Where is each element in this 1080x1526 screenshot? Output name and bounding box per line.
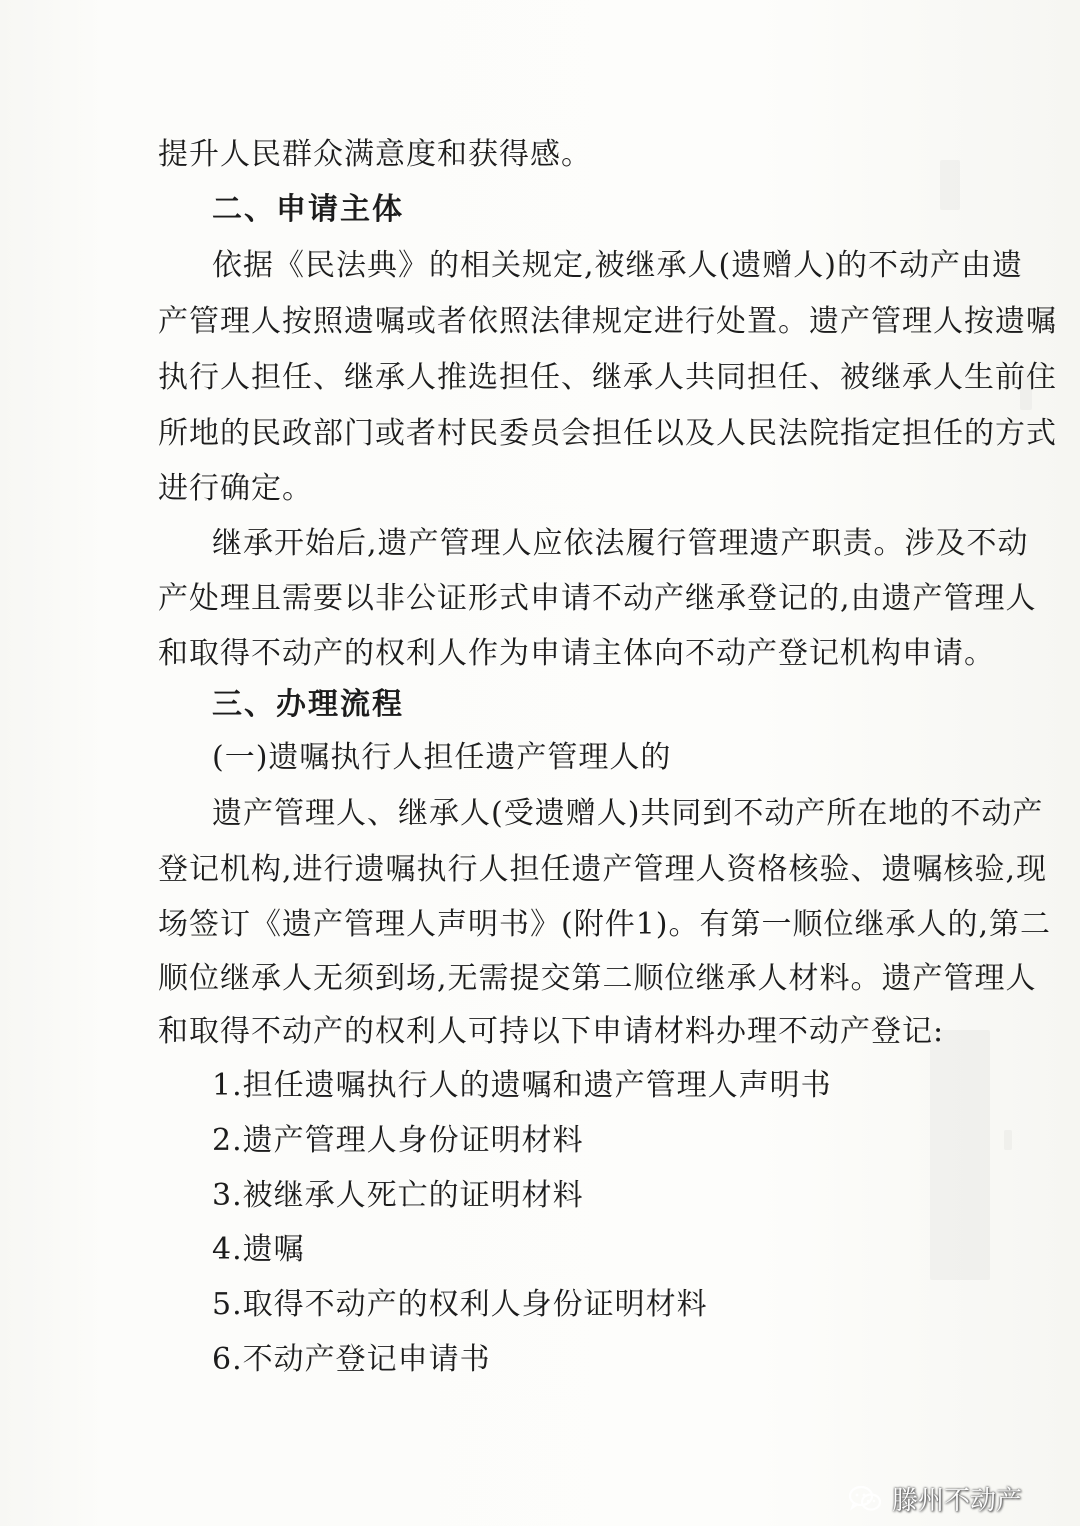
body-text-line: 所地的民政部门或者村民委员会担任以及人民法院指定担任的方式 [158,416,1057,451]
list-item: 2.遗产管理人身份证明材料 [212,1123,584,1158]
body-text-line: 产管理人按照遗嘱或者依照法律规定进行处置。遗产管理人按遗嘱 [158,304,1057,339]
list-item: 4.遗嘱 [212,1232,305,1267]
body-text-line: 顺位继承人无须到场,无需提交第二顺位继承人材料。遗产管理人 [158,961,1037,996]
body-text-line: 执行人担任、继承人推选担任、继承人共同担任、被继承人生前住 [158,360,1057,395]
list-item: 6.不动产登记申请书 [212,1342,491,1377]
body-text-line: 和取得不动产的权利人作为申请主体向不动产登记机构申请。 [158,636,995,671]
body-text-line: 依据《民法典》的相关规定,被继承人(遗赠人)的不动产由遗 [212,248,1023,283]
wechat-icon [848,1485,882,1513]
body-text-line: 和取得不动产的权利人可持以下申请材料办理不动产登记: [158,1014,945,1049]
account-watermark [848,1480,1022,1517]
body-text-line: 场签订《遗产管理人声明书》(附件1)。有第一顺位继承人的,第二 [158,907,1052,942]
body-text-line: 登记机构,进行遗嘱执行人担任遗产管理人资格核验、遗嘱核验,现 [158,852,1048,887]
subsection-heading: (一)遗嘱执行人担任遗产管理人的 [212,740,672,775]
body-text-line: 提升人民群众满意度和获得感。 [158,137,592,172]
body-text-line: 遗产管理人、继承人(受遗赠人)共同到不动产所在地的不动产 [212,796,1044,831]
list-item: 5.取得不动产的权利人身份证明材料 [212,1287,708,1322]
list-item: 3.被继承人死亡的证明材料 [212,1178,584,1213]
list-item: 1.担任遗嘱执行人的遗嘱和遗产管理人声明书 [212,1068,832,1103]
scan-bleed-mark [1004,1130,1012,1150]
scan-bleed-mark [940,160,960,210]
section-heading: 三、办理流程 [212,687,404,722]
section-heading: 二、申请主体 [212,192,404,227]
scan-bleed-mark [930,1030,990,1280]
body-text-line: 产处理且需要以非公证形式申请不动产继承登记的,由遗产管理人 [158,581,1037,616]
body-text-line: 继承开始后,遗产管理人应依法履行管理遗产职责。涉及不动 [212,526,1029,561]
watermark-text: 滕州不动产 [892,1486,1023,1516]
body-text-line: 进行确定。 [158,471,313,506]
